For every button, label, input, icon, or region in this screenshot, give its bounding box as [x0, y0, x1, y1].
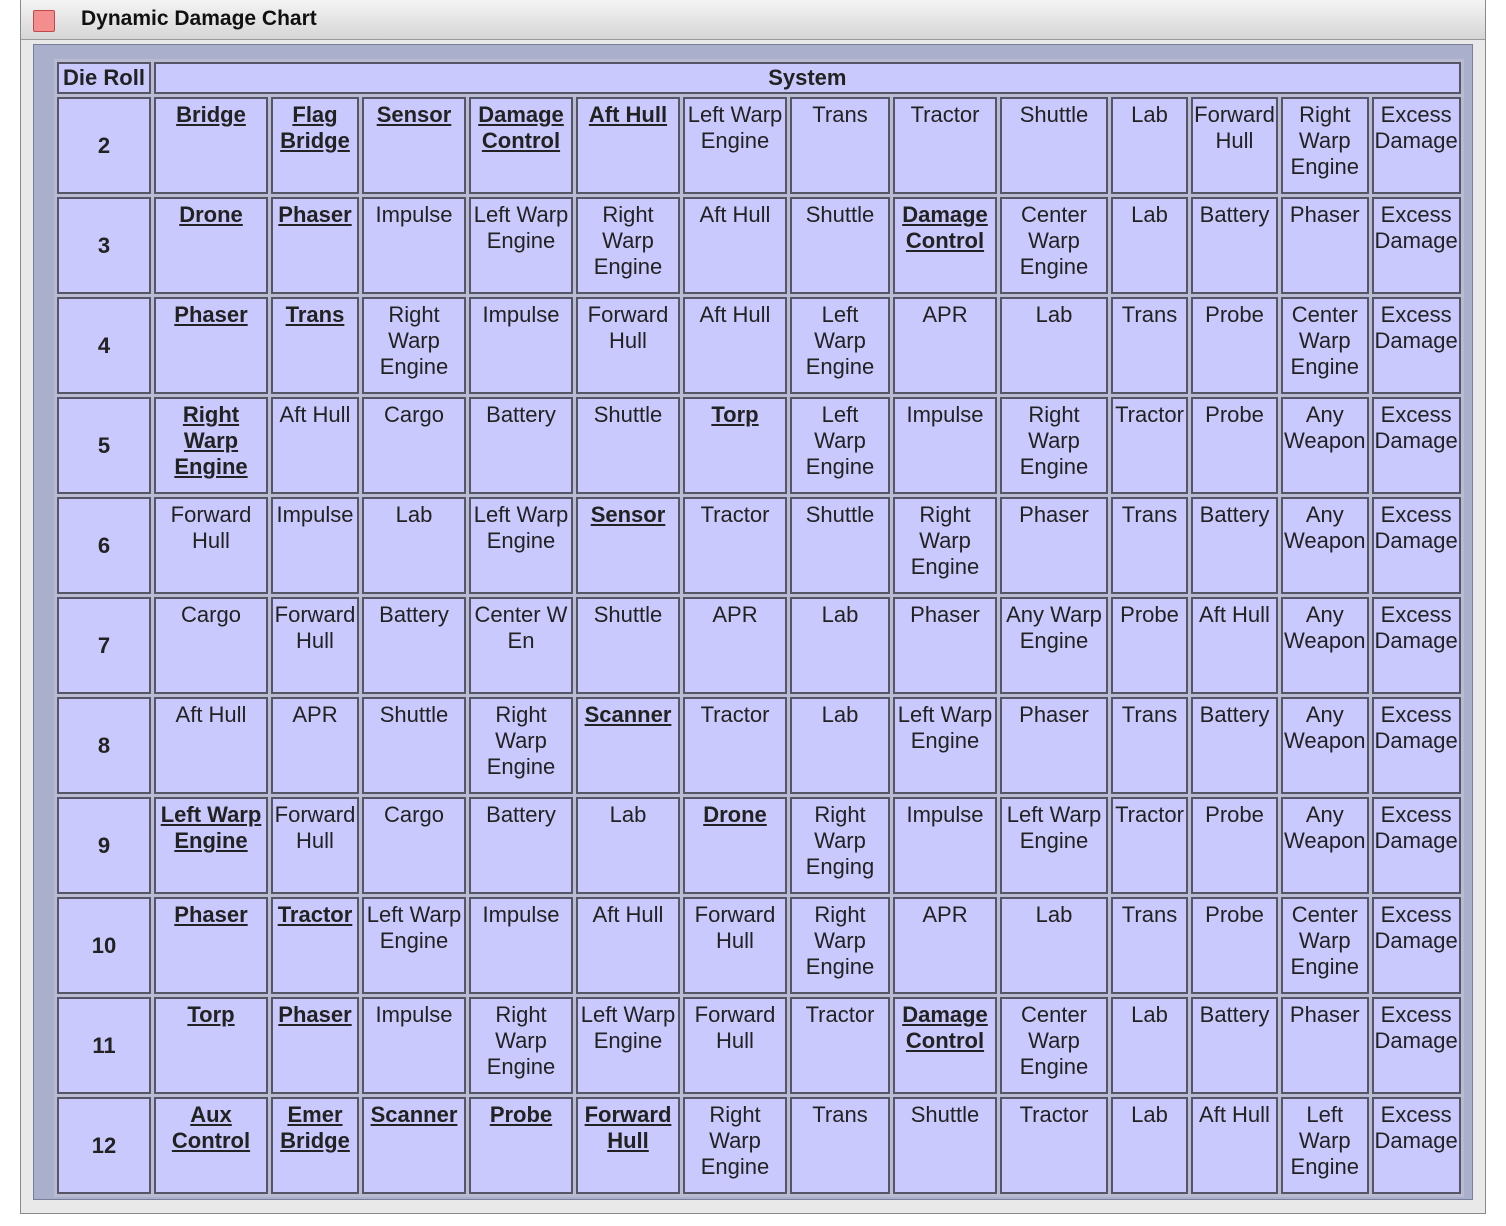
system-cell: Any Weapon	[1281, 697, 1369, 794]
system-cell	[271, 97, 359, 194]
system-link[interactable]: Sensor	[590, 502, 666, 527]
die-roll-cell: 9	[57, 797, 151, 894]
system-cell: Lab	[1000, 297, 1108, 394]
system-cell: Shuttle	[790, 197, 890, 294]
system-cell: Lab	[790, 697, 890, 794]
system-cell: Forward Hull	[683, 897, 787, 994]
system-cell: Lab	[1111, 197, 1188, 294]
table-row	[57, 497, 1461, 594]
system-cell: Left Warp Engine	[790, 397, 890, 494]
system-cell: Forward Hull	[271, 797, 359, 894]
system-link[interactable]: Drone	[703, 802, 767, 827]
system-cell: Lab	[1111, 997, 1188, 1094]
system-cell: APR	[893, 297, 997, 394]
system-cell: Shuttle	[576, 597, 680, 694]
system-link[interactable]: Trans	[285, 302, 345, 327]
system-link[interactable]: Aux Control	[171, 1102, 251, 1153]
title-bar	[21, 0, 1485, 40]
system-cell: Shuttle	[362, 697, 466, 794]
system-cell: Center Warp Engine	[1281, 297, 1369, 394]
system-cell: Left Warp Engine	[469, 197, 573, 294]
system-cell	[893, 997, 997, 1094]
system-cell: Any Weapon	[1281, 397, 1369, 494]
system-link[interactable]: Phaser	[278, 1002, 352, 1027]
system-cell: Any Weapon	[1281, 497, 1369, 594]
system-cell: Right Warp Engine	[362, 297, 466, 394]
table-row	[57, 897, 1461, 994]
system-cell: Left Warp Engine	[893, 697, 997, 794]
chart-window	[20, 0, 1486, 1214]
system-cell: Right Warp Enging	[790, 797, 890, 894]
system-cell: Trans	[1111, 897, 1188, 994]
system-cell: Right Warp Engine	[1281, 97, 1369, 194]
system-link[interactable]: Forward Hull	[584, 1102, 672, 1153]
system-cell: Left Warp Engine	[683, 97, 787, 194]
system-cell: Phaser	[893, 597, 997, 694]
system-cell: Trans	[1111, 497, 1188, 594]
system-cell: Battery	[469, 397, 573, 494]
system-cell	[576, 1097, 680, 1194]
die-roll-cell: 4	[57, 297, 151, 394]
system-cell: Impulse	[271, 497, 359, 594]
system-cell: Excess Damage	[1372, 97, 1461, 194]
system-cell	[469, 97, 573, 194]
system-cell	[271, 197, 359, 294]
system-cell	[893, 197, 997, 294]
table-row	[57, 397, 1461, 494]
system-cell: APR	[683, 597, 787, 694]
system-link[interactable]: Phaser	[278, 202, 352, 227]
system-link[interactable]: Bridge	[176, 102, 246, 127]
system-cell: Excess Damage	[1372, 897, 1461, 994]
system-link[interactable]: Left Warp Engine	[160, 802, 262, 853]
system-cell	[362, 97, 466, 194]
system-cell: Phaser	[1000, 697, 1108, 794]
system-cell: Impulse	[469, 897, 573, 994]
system-link[interactable]: Torp	[187, 1002, 235, 1027]
table-row	[57, 697, 1461, 794]
system-cell: Tractor	[683, 697, 787, 794]
system-cell: Tractor	[893, 97, 997, 194]
system-cell	[271, 297, 359, 394]
window-title: Dynamic Damage Chart	[81, 7, 317, 30]
system-cell: Forward Hull	[576, 297, 680, 394]
system-cell: Impulse	[362, 197, 466, 294]
table-row	[57, 1097, 1461, 1194]
die-roll-cell: 2	[57, 97, 151, 194]
system-cell: Phaser	[1281, 197, 1369, 294]
system-cell: Center Warp Engine	[1000, 197, 1108, 294]
system-cell: Impulse	[362, 997, 466, 1094]
system-cell: Aft Hull	[1191, 597, 1278, 694]
system-cell: Battery	[1191, 197, 1278, 294]
die-roll-cell: 12	[57, 1097, 151, 1194]
system-cell: Battery	[1191, 997, 1278, 1094]
system-link[interactable]: Probe	[489, 1102, 553, 1127]
system-cell	[576, 697, 680, 794]
system-cell: Excess Damage	[1372, 297, 1461, 394]
system-cell: Probe	[1191, 297, 1278, 394]
system-cell	[154, 1097, 268, 1194]
system-cell: Excess Damage	[1372, 497, 1461, 594]
table-row	[57, 97, 1461, 194]
system-cell	[154, 397, 268, 494]
system-cell: Right Warp Engine	[893, 497, 997, 594]
system-cell: Right Warp Engine	[1000, 397, 1108, 494]
system-cell: Tractor	[1111, 397, 1188, 494]
system-cell: Impulse	[469, 297, 573, 394]
system-cell: Trans	[1111, 297, 1188, 394]
system-cell: Center Warp Engine	[1281, 897, 1369, 994]
system-cell: Probe	[1191, 397, 1278, 494]
system-cell	[683, 397, 787, 494]
system-cell	[154, 97, 268, 194]
system-cell: Right Warp Engine	[790, 897, 890, 994]
header-die-roll: Die Roll	[57, 62, 151, 94]
system-cell: Right Warp Engine	[469, 697, 573, 794]
die-roll-cell: 3	[57, 197, 151, 294]
system-cell	[271, 997, 359, 1094]
table-row	[57, 597, 1461, 694]
system-cell: APR	[893, 897, 997, 994]
table-body	[57, 97, 1461, 1194]
system-cell: Forward Hull	[683, 997, 787, 1094]
table-row	[57, 797, 1461, 894]
system-link[interactable]: Scanner	[584, 702, 672, 727]
system-cell: Lab	[1111, 1097, 1188, 1194]
system-cell	[154, 997, 268, 1094]
system-cell: Forward Hull	[271, 597, 359, 694]
system-link[interactable]: Damage Control	[478, 102, 564, 153]
system-cell: Left Warp Engine	[576, 997, 680, 1094]
system-cell: Probe	[1191, 897, 1278, 994]
die-roll-cell: 5	[57, 397, 151, 494]
system-cell: Excess Damage	[1372, 1097, 1461, 1194]
system-cell: Cargo	[362, 397, 466, 494]
system-cell: Any Weapon	[1281, 797, 1369, 894]
system-cell: Any Warp Engine	[1000, 597, 1108, 694]
system-cell: Left Warp Engine	[362, 897, 466, 994]
die-roll-cell: 7	[57, 597, 151, 694]
system-cell	[576, 97, 680, 194]
system-link[interactable]: Damage Control	[902, 1002, 988, 1053]
system-link[interactable]: Phaser	[174, 302, 248, 327]
system-link[interactable]: Aft Hull	[588, 102, 668, 127]
system-cell: APR	[271, 697, 359, 794]
system-cell: Tractor	[1111, 797, 1188, 894]
header-system: System	[154, 62, 1461, 94]
system-cell: Shuttle	[576, 397, 680, 494]
system-cell: Forward Hull	[154, 497, 268, 594]
system-cell: Forward Hull	[1191, 97, 1278, 194]
table-row	[57, 997, 1461, 1094]
system-cell: Phaser	[1000, 497, 1108, 594]
system-cell: Aft Hull	[683, 297, 787, 394]
system-cell: Right Warp Engine	[683, 1097, 787, 1194]
system-cell: Left Warp Engine	[790, 297, 890, 394]
table-row	[57, 197, 1461, 294]
system-cell: Lab	[1111, 97, 1188, 194]
system-cell: Right Warp Engine	[576, 197, 680, 294]
system-link[interactable]: Flag Bridge	[280, 102, 350, 153]
system-cell: Center Warp Engine	[1000, 997, 1108, 1094]
system-cell: Impulse	[893, 397, 997, 494]
system-cell	[469, 1097, 573, 1194]
system-cell: Right Warp Engine	[469, 997, 573, 1094]
system-cell: Battery	[1191, 497, 1278, 594]
system-cell	[271, 1097, 359, 1194]
system-cell: Aft Hull	[271, 397, 359, 494]
system-link[interactable]: Tractor	[277, 902, 353, 927]
system-cell: Left Warp Engine	[1281, 1097, 1369, 1194]
system-cell: Excess Damage	[1372, 797, 1461, 894]
system-cell	[154, 297, 268, 394]
system-cell: Tractor	[790, 997, 890, 1094]
system-cell: Lab	[1000, 897, 1108, 994]
die-roll-cell: 8	[57, 697, 151, 794]
system-cell	[362, 1097, 466, 1194]
system-link[interactable]: Phaser	[174, 902, 248, 927]
system-link[interactable]: Drone	[179, 202, 243, 227]
system-cell: Any Weapon	[1281, 597, 1369, 694]
system-cell: Battery	[362, 597, 466, 694]
system-link[interactable]: Scanner	[370, 1102, 458, 1127]
system-cell: Cargo	[154, 597, 268, 694]
system-cell: Trans	[1111, 697, 1188, 794]
system-cell: Aft Hull	[1191, 1097, 1278, 1194]
system-cell: Probe	[1191, 797, 1278, 894]
system-cell	[154, 897, 268, 994]
system-cell	[576, 497, 680, 594]
system-link[interactable]: Damage Control	[902, 202, 988, 253]
system-cell: Probe	[1111, 597, 1188, 694]
system-cell: Shuttle	[790, 497, 890, 594]
die-roll-cell: 6	[57, 497, 151, 594]
die-roll-cell: 11	[57, 997, 151, 1094]
system-cell: Battery	[1191, 697, 1278, 794]
system-cell: Battery	[469, 797, 573, 894]
system-cell: Lab	[576, 797, 680, 894]
system-cell: Trans	[790, 1097, 890, 1194]
system-cell: Shuttle	[893, 1097, 997, 1194]
system-cell	[683, 797, 787, 894]
system-cell	[154, 197, 268, 294]
system-cell: Phaser	[1281, 997, 1369, 1094]
system-link[interactable]: Torp	[711, 402, 759, 427]
system-cell	[271, 897, 359, 994]
system-cell	[154, 797, 268, 894]
close-icon[interactable]	[33, 10, 55, 32]
content-panel	[33, 44, 1473, 1200]
system-cell: Shuttle	[1000, 97, 1108, 194]
system-cell: Aft Hull	[154, 697, 268, 794]
system-cell: Lab	[362, 497, 466, 594]
system-cell: Lab	[790, 597, 890, 694]
system-cell: Cargo	[362, 797, 466, 894]
system-cell: Excess Damage	[1372, 697, 1461, 794]
system-cell: Excess Damage	[1372, 197, 1461, 294]
system-cell: Tractor	[1000, 1097, 1108, 1194]
system-link[interactable]: Emer Bridge	[280, 1102, 350, 1153]
system-cell: Center W En	[469, 597, 573, 694]
system-cell: Left Warp Engine	[1000, 797, 1108, 894]
system-cell: Trans	[790, 97, 890, 194]
system-cell: Left Warp Engine	[469, 497, 573, 594]
die-roll-cell: 10	[57, 897, 151, 994]
system-cell: Aft Hull	[576, 897, 680, 994]
system-cell: Excess Damage	[1372, 997, 1461, 1094]
system-cell: Excess Damage	[1372, 597, 1461, 694]
system-cell: Aft Hull	[683, 197, 787, 294]
system-link[interactable]: Right Warp Engine	[174, 402, 248, 479]
system-link[interactable]: Sensor	[376, 102, 452, 127]
system-cell: Excess Damage	[1372, 397, 1461, 494]
table-row	[57, 297, 1461, 394]
system-cell: Tractor	[683, 497, 787, 594]
system-cell: Impulse	[893, 797, 997, 894]
damage-chart-table	[54, 59, 1464, 1197]
